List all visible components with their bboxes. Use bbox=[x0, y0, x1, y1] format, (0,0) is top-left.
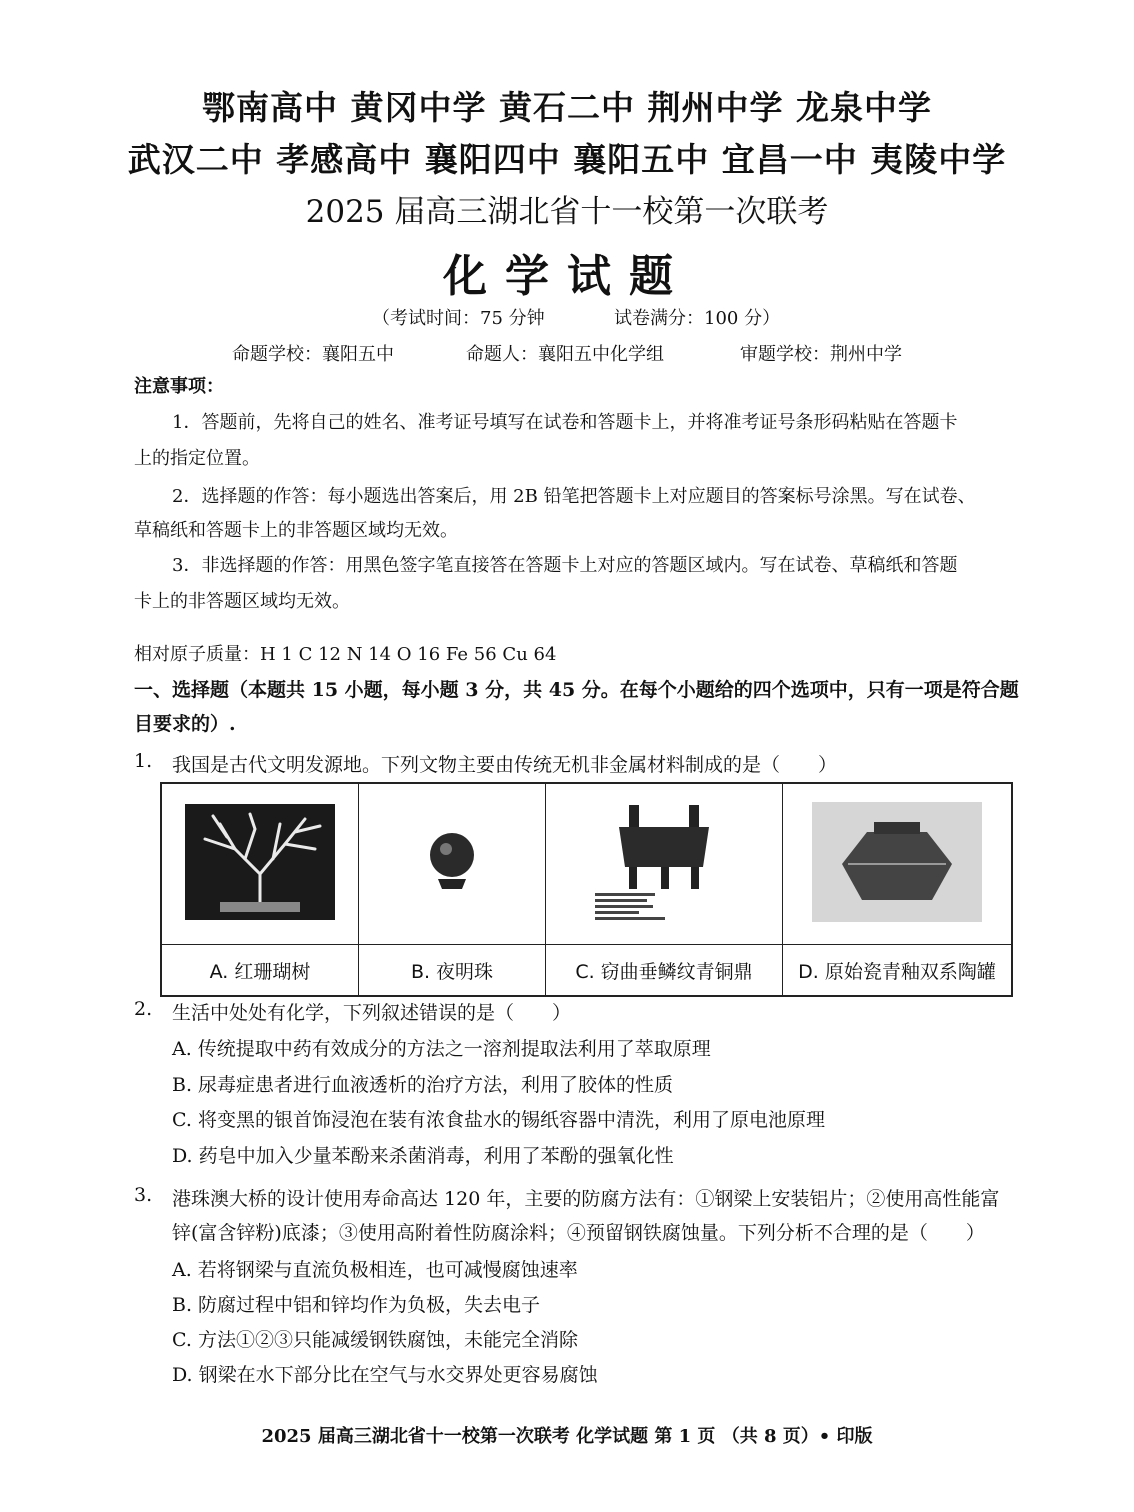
bronze-ding-image bbox=[546, 783, 783, 945]
section-title-line-a: 一、选择题（本题共 15 小题，每小题 3 分，共 45 分。在每个小题给的四个选项中，只有一项是符合题 bbox=[134, 679, 1019, 701]
note-3-line-a: 3．非选择题的作答：用黑色签字笔直接答在答题卡上对应的答题区域内。写在试卷、草稿纸和答题 bbox=[172, 555, 958, 576]
proposer: 命题人：襄阳五中化学组 bbox=[466, 344, 664, 365]
reviewing-school: 审题学校：荆州中学 bbox=[740, 344, 902, 365]
q3-option-c: C. 方法①②③只能减缓钢铁腐蚀，未能完全消除 bbox=[172, 1329, 578, 1351]
night-pearl-icon bbox=[422, 827, 482, 897]
note-2-line-b: 草稿纸和答题卡上的非答题区域均无效。 bbox=[134, 520, 458, 541]
q3-option-d: D. 钢梁在水下部分比在空气与水交界处更容易腐蚀 bbox=[172, 1364, 598, 1386]
note-1-line-b: 上的指定位置。 bbox=[134, 448, 260, 469]
q2-option-a: A. 传统提取中药有效成分的方法之一溶剂提取法利用了萃取原理 bbox=[172, 1038, 711, 1060]
schools-line-1: 鄂南高中 黄冈中学 黄石二中 荆州中学 龙泉中学 bbox=[202, 88, 932, 127]
coral-image bbox=[161, 783, 359, 945]
page-footer: 2025 届高三湖北省十一校第一次联考 化学试题 第 1 页 （共 8 页）• 印版 bbox=[261, 1426, 873, 1447]
artifact-table bbox=[160, 782, 1013, 997]
note-2-line-a: 2．选择题的作答：每小题选出答案后，用 2B 铅笔把答题卡上对应题目的答案标号涂黑。写在试卷、 bbox=[172, 486, 976, 507]
pottery-jar-image bbox=[783, 783, 1013, 945]
exam-time: （考试时间：75 分钟 bbox=[372, 308, 545, 329]
proposing-school: 命题学校：襄阳五中 bbox=[232, 344, 394, 365]
subject-title: 化学试题 bbox=[443, 251, 691, 302]
q1-option-b: B. 夜明珠 bbox=[359, 945, 546, 997]
pottery-jar-icon bbox=[812, 802, 982, 922]
q3-option-a: A. 若将钢梁与直流负极相连，也可减慢腐蚀速率 bbox=[172, 1259, 578, 1281]
pearl-image bbox=[359, 783, 546, 945]
q3-option-b: B. 防腐过程中铝和锌均作为负极，失去电子 bbox=[172, 1294, 541, 1316]
q1-option-c: C. 窃曲垂鳞纹青铜鼎 bbox=[546, 945, 783, 997]
q2-option-b: B. 尿毒症患者进行血液透析的治疗方法，利用了胶体的性质 bbox=[172, 1074, 674, 1096]
q3-number: 3. bbox=[134, 1184, 153, 1206]
full-score: 试卷满分：100 分） bbox=[614, 308, 781, 329]
schools-line-2: 武汉二中 孝感高中 襄阳四中 襄阳五中 宜昌一中 夷陵中学 bbox=[127, 140, 1007, 179]
q2-number: 2. bbox=[134, 998, 153, 1020]
bronze-ding-icon bbox=[589, 797, 739, 927]
coral-tree-icon bbox=[185, 804, 335, 920]
section-title-line-b: 目要求的）. bbox=[134, 713, 236, 735]
q3-stem-line-a: 港珠澳大桥的设计使用寿命高达 120 年，主要的防腐方法有：①钢梁上安装铝片；②使用高性能富 bbox=[172, 1188, 1000, 1210]
q1-number: 1. bbox=[134, 750, 153, 772]
notes-title: 注意事项： bbox=[134, 376, 224, 397]
q2-stem: 生活中处处有化学，下列叙述错误的是（ ） bbox=[172, 1002, 572, 1024]
exam-title: 2025 届高三湖北省十一校第一次联考 bbox=[305, 194, 829, 230]
q2-option-d: D. 药皂中加入少量苯酚来杀菌消毒，利用了苯酚的强氧化性 bbox=[172, 1145, 674, 1167]
q2-option-c: C. 将变黑的银首饰浸泡在装有浓食盐水的锡纸容器中清洗，利用了原电池原理 bbox=[172, 1109, 825, 1131]
note-3-line-b: 卡上的非答题区域均无效。 bbox=[134, 591, 350, 612]
note-1-line-a: 1．答题前，先将自己的姓名、准考证号填写在试卷和答题卡上，并将准考证号条形码粘贴在答题卡 bbox=[172, 412, 958, 433]
q1-option-a: A. 红珊瑚树 bbox=[161, 945, 359, 997]
q1-option-d: D. 原始瓷青釉双系陶罐 bbox=[783, 945, 1013, 997]
q1-stem: 我国是古代文明发源地。下列文物主要由传统无机非金属材料制成的是（ ） bbox=[172, 754, 838, 776]
q3-stem-line-b: 锌(富含锌粉)底漆；③使用高附着性防腐涂料；④预留钢铁腐蚀量。下列分析不合理的是（ ） bbox=[172, 1222, 985, 1244]
atomic-mass: 相对原子质量：H 1 C 12 N 14 O 16 Fe 56 Cu 64 bbox=[134, 644, 557, 665]
